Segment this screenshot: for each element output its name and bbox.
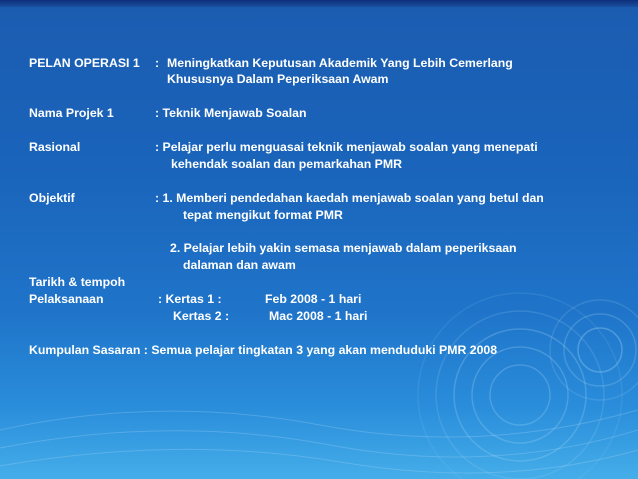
date-label-2: Pelaksanaan (29, 292, 104, 306)
date-label-1: Tarikh & tempoh (29, 275, 126, 289)
plan-line-2: Khususnya Dalam Peperiksaan Awam (167, 72, 389, 86)
paper-2-label: Kertas 2 : (173, 309, 230, 323)
objective-line-4: dalaman dan awam (183, 258, 296, 272)
plan-label: PELAN OPERASI 1 (29, 56, 140, 70)
objective-line-2: tepat mengikut format PMR (183, 208, 343, 222)
project-label: Nama Projek 1 (29, 106, 114, 120)
paper-1-value: Feb 2008 - 1 hari (265, 292, 362, 306)
rational-line-1: : Pelajar perlu menguasai teknik menjawab soalan yang menepati (155, 140, 538, 154)
plan-colon: : (155, 56, 160, 70)
project-value: : Teknik Menjawab Soalan (155, 106, 307, 120)
objective-line-1: : 1. Memberi pendedahan kaedah menjawab soalan yang betul dan (155, 191, 544, 205)
objective-label: Objektif (29, 191, 75, 205)
plan-line-1: Meningkatkan Keputusan Akademik Yang Lebih Cemerlang (167, 56, 513, 70)
rational-line-2: kehendak soalan dan pemarkahan PMR (171, 157, 402, 171)
paper-2-value: Mac 2008 - 1 hari (269, 309, 368, 323)
objective-line-3: 2. Pelajar lebih yakin semasa menjawab dalam peperiksaan (170, 241, 517, 255)
target-group-line: Kumpulan Sasaran : Semua pelajar tingkatan 3 yang akan menduduki PMR 2008 (29, 343, 498, 357)
rational-label: Rasional (29, 140, 81, 154)
paper-1-label: : Kertas 1 : (158, 292, 222, 306)
